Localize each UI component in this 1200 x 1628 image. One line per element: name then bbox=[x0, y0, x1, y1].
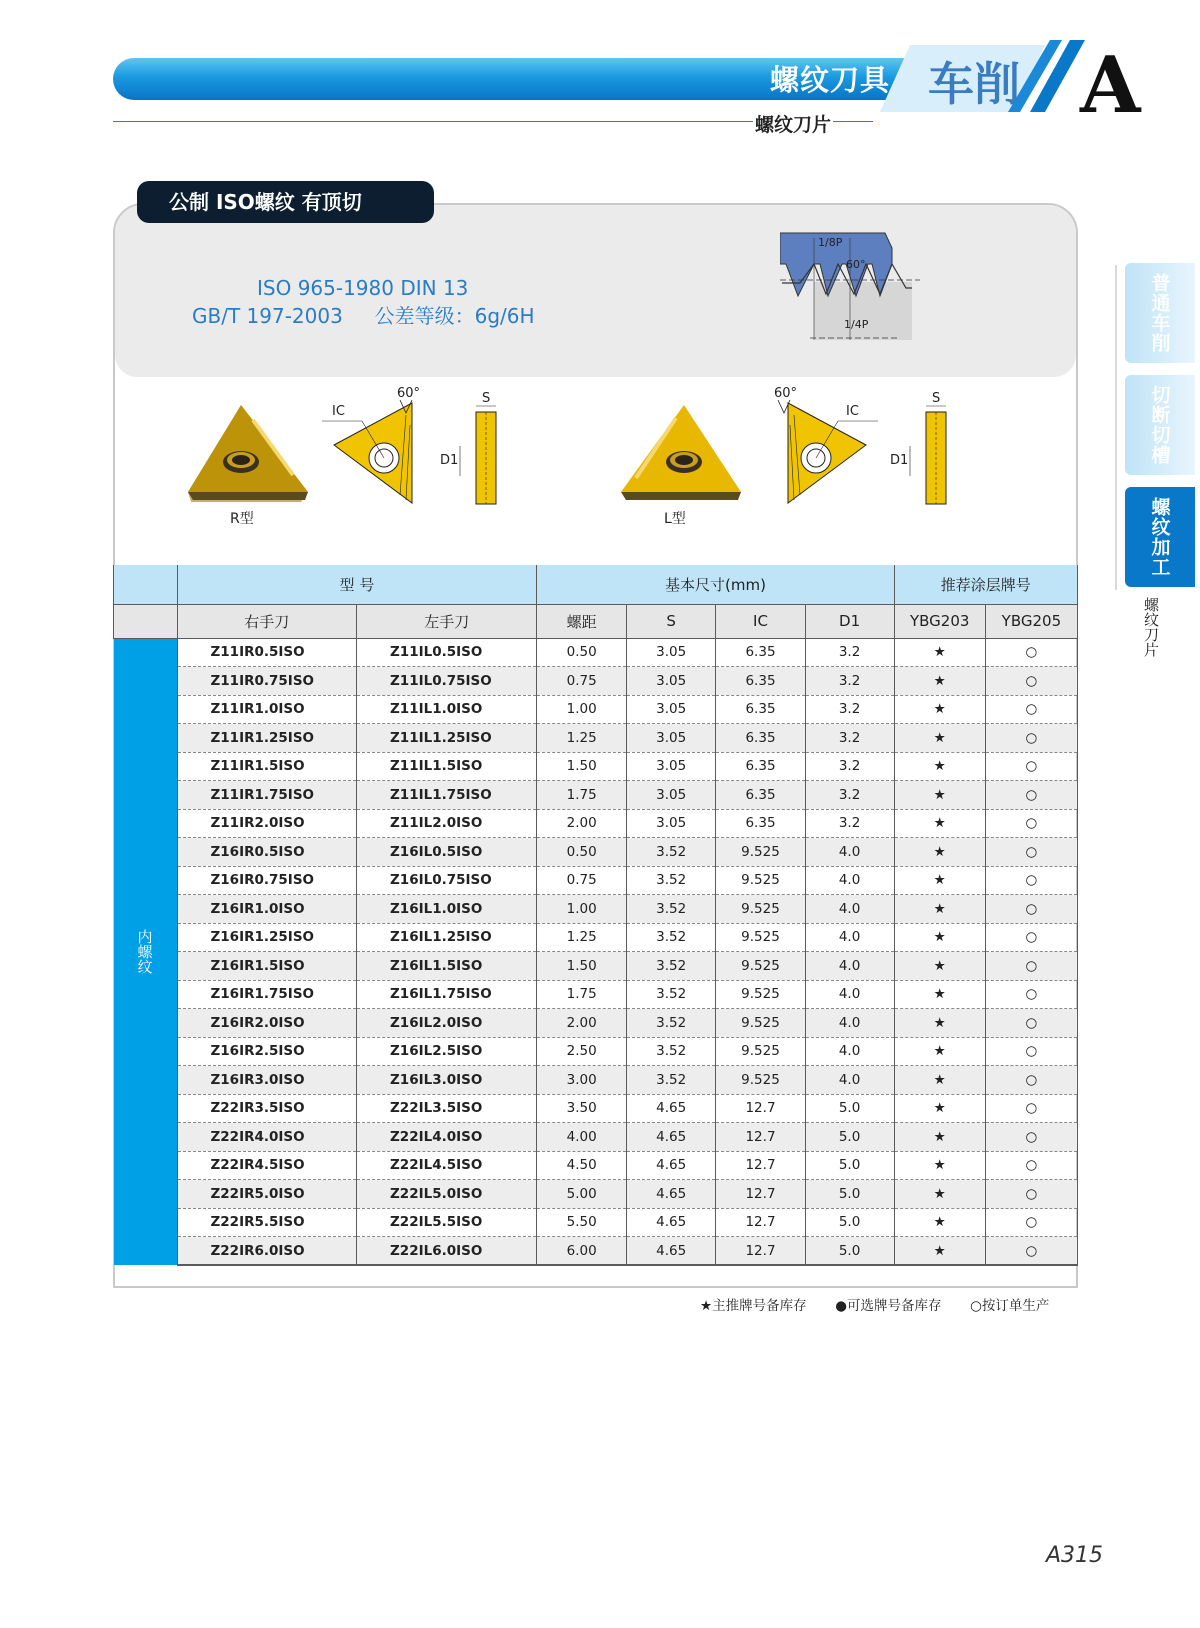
legend bbox=[700, 1294, 1049, 1314]
table-row bbox=[114, 752, 1078, 781]
s-value: 3.52 bbox=[626, 866, 716, 895]
ybg205-grade: ○ bbox=[985, 809, 1077, 838]
l-s-label: S bbox=[932, 391, 941, 406]
pitch: 3.00 bbox=[537, 1066, 627, 1095]
tab-general-turning[interactable] bbox=[1125, 263, 1195, 363]
ybg203-grade: ★ bbox=[894, 1237, 985, 1266]
r-insert-side-drawing bbox=[440, 390, 510, 515]
left-hand-code: Z11IL1.0ISO bbox=[357, 695, 537, 724]
header-category: 螺纹刀具 bbox=[769, 63, 890, 97]
s-value: 3.52 bbox=[626, 952, 716, 981]
ybg203-grade: ★ bbox=[894, 923, 985, 952]
table-row bbox=[114, 1123, 1078, 1152]
left-hand-code: Z22IL5.0ISO bbox=[357, 1180, 537, 1209]
ybg205-grade: ○ bbox=[985, 980, 1077, 1009]
ybg203-grade: ★ bbox=[894, 1151, 985, 1180]
legend-order: ○按订单生产 bbox=[970, 1298, 1050, 1314]
ybg203-grade: ★ bbox=[894, 952, 985, 981]
d1-value: 5.0 bbox=[805, 1094, 894, 1123]
d1-value: 3.2 bbox=[805, 638, 894, 667]
pitch: 1.00 bbox=[537, 695, 627, 724]
thread-label-bottom: 1/4P bbox=[844, 318, 869, 331]
table-row bbox=[114, 1066, 1078, 1095]
ybg203-grade: ★ bbox=[894, 866, 985, 895]
s-value: 3.52 bbox=[626, 895, 716, 924]
left-hand-code: Z16IL1.25ISO bbox=[357, 923, 537, 952]
left-hand-code: Z16IL2.5ISO bbox=[357, 1037, 537, 1066]
l-insert-drawing bbox=[768, 385, 878, 515]
ic-value: 12.7 bbox=[716, 1151, 805, 1180]
header-underline-right bbox=[833, 121, 873, 122]
spec-table bbox=[113, 565, 1078, 1266]
s-value: 3.05 bbox=[626, 781, 716, 810]
ybg203-grade: ★ bbox=[894, 667, 985, 696]
chapter-title: 车削 bbox=[928, 57, 1020, 111]
right-hand-code: Z11IR0.5ISO bbox=[177, 638, 357, 667]
pitch: 1.75 bbox=[537, 781, 627, 810]
ybg203-grade: ★ bbox=[894, 1009, 985, 1038]
d1-value: 3.2 bbox=[805, 752, 894, 781]
left-hand-code: Z11IL0.5ISO bbox=[357, 638, 537, 667]
pitch: 2.50 bbox=[537, 1037, 627, 1066]
ic-value: 6.35 bbox=[716, 781, 805, 810]
ybg205-grade: ○ bbox=[985, 1151, 1077, 1180]
ybg205-grade: ○ bbox=[985, 1180, 1077, 1209]
d1-value: 5.0 bbox=[805, 1123, 894, 1152]
right-hand-code: Z16IR1.0ISO bbox=[177, 895, 357, 924]
ybg203-grade: ★ bbox=[894, 809, 985, 838]
standard-line-2: GB/T 197-2003 公差等级：6g/6H bbox=[192, 304, 535, 328]
pitch: 5.50 bbox=[537, 1208, 627, 1237]
right-hand-code: Z22IR5.5ISO bbox=[177, 1208, 357, 1237]
header-corner-2 bbox=[114, 604, 178, 638]
d1-value: 5.0 bbox=[805, 1237, 894, 1266]
table-row bbox=[114, 1037, 1078, 1066]
pitch: 0.75 bbox=[537, 866, 627, 895]
ybg203-grade: ★ bbox=[894, 1066, 985, 1095]
ybg203-grade: ★ bbox=[894, 724, 985, 753]
table-row bbox=[114, 1180, 1078, 1209]
standard-line-1: ISO 965-1980 DIN 13 bbox=[257, 276, 469, 300]
pitch: 4.00 bbox=[537, 1123, 627, 1152]
table-row bbox=[114, 781, 1078, 810]
s-value: 3.05 bbox=[626, 752, 716, 781]
left-hand-code: Z22IL4.0ISO bbox=[357, 1123, 537, 1152]
pitch: 0.50 bbox=[537, 638, 627, 667]
right-hand-code: Z22IR6.0ISO bbox=[177, 1237, 357, 1266]
table-row bbox=[114, 724, 1078, 753]
d1-value: 3.2 bbox=[805, 724, 894, 753]
d1-value: 4.0 bbox=[805, 1037, 894, 1066]
ic-value: 6.35 bbox=[716, 695, 805, 724]
col-header-d1: D1 bbox=[805, 604, 894, 638]
ic-value: 12.7 bbox=[716, 1208, 805, 1237]
left-hand-code: Z16IL0.75ISO bbox=[357, 866, 537, 895]
pitch: 0.50 bbox=[537, 838, 627, 867]
d1-value: 4.0 bbox=[805, 923, 894, 952]
left-hand-code: Z11IL0.75ISO bbox=[357, 667, 537, 696]
d1-value: 3.2 bbox=[805, 667, 894, 696]
col-header-ic: IC bbox=[716, 604, 805, 638]
d1-value: 3.2 bbox=[805, 781, 894, 810]
ybg205-grade: ○ bbox=[985, 1037, 1077, 1066]
ic-value: 6.35 bbox=[716, 638, 805, 667]
ic-value: 12.7 bbox=[716, 1123, 805, 1152]
col-header-ybg205: YBG205 bbox=[985, 604, 1077, 638]
ic-value: 9.525 bbox=[716, 866, 805, 895]
tab-label: 切断切槽 bbox=[1148, 385, 1171, 465]
tab-label: 普通车削 bbox=[1148, 273, 1171, 353]
table-row bbox=[114, 895, 1078, 924]
r-ic-label: IC bbox=[332, 404, 345, 419]
ybg205-grade: ○ bbox=[985, 1094, 1077, 1123]
group-header-dimensions: 基本尺寸(mm) bbox=[537, 565, 894, 604]
right-hand-code: Z22IR5.0ISO bbox=[177, 1180, 357, 1209]
ic-value: 12.7 bbox=[716, 1094, 805, 1123]
left-hand-code: Z22IL6.0ISO bbox=[357, 1237, 537, 1266]
ic-value: 9.525 bbox=[716, 980, 805, 1009]
ybg203-grade: ★ bbox=[894, 1208, 985, 1237]
r-insert-drawing bbox=[322, 385, 432, 515]
r-insert-photo bbox=[183, 400, 313, 515]
table-row bbox=[114, 866, 1078, 895]
table-row bbox=[114, 1009, 1078, 1038]
ybg203-grade: ★ bbox=[894, 1123, 985, 1152]
chapter-letter: A bbox=[1080, 40, 1141, 131]
left-hand-code: Z11IL2.0ISO bbox=[357, 809, 537, 838]
ybg205-grade: ○ bbox=[985, 1123, 1077, 1152]
left-hand-code: Z11IL1.75ISO bbox=[357, 781, 537, 810]
row-group-label: 内螺纹 bbox=[114, 638, 178, 1265]
tab-grooving[interactable] bbox=[1125, 375, 1195, 475]
ybg203-grade: ★ bbox=[894, 895, 985, 924]
ybg205-grade: ○ bbox=[985, 866, 1077, 895]
ic-value: 9.525 bbox=[716, 1009, 805, 1038]
ybg203-grade: ★ bbox=[894, 695, 985, 724]
right-hand-code: Z16IR0.5ISO bbox=[177, 838, 357, 867]
right-hand-code: Z22IR3.5ISO bbox=[177, 1094, 357, 1123]
ic-value: 6.35 bbox=[716, 809, 805, 838]
d1-value: 3.2 bbox=[805, 809, 894, 838]
ic-value: 12.7 bbox=[716, 1237, 805, 1266]
d1-value: 5.0 bbox=[805, 1180, 894, 1209]
tab-threading[interactable] bbox=[1125, 487, 1195, 587]
d1-value: 3.2 bbox=[805, 695, 894, 724]
ybg205-grade: ○ bbox=[985, 1208, 1077, 1237]
l-insert-label: L型 bbox=[664, 511, 686, 527]
l-ic-label: IC bbox=[846, 404, 859, 419]
section-title: 公制 ISO螺纹 有顶切 bbox=[137, 181, 434, 223]
ybg205-grade: ○ bbox=[985, 1009, 1077, 1038]
d1-value: 4.0 bbox=[805, 838, 894, 867]
ybg203-grade: ★ bbox=[894, 1180, 985, 1209]
ic-value: 9.525 bbox=[716, 952, 805, 981]
right-hand-code: Z16IR1.75ISO bbox=[177, 980, 357, 1009]
d1-value: 4.0 bbox=[805, 952, 894, 981]
d1-value: 5.0 bbox=[805, 1151, 894, 1180]
ybg205-grade: ○ bbox=[985, 724, 1077, 753]
ic-value: 6.35 bbox=[716, 752, 805, 781]
r-insert-label: R型 bbox=[230, 511, 254, 527]
left-hand-code: Z22IL4.5ISO bbox=[357, 1151, 537, 1180]
col-header-pitch: 螺距 bbox=[537, 604, 627, 638]
d1-value: 4.0 bbox=[805, 1066, 894, 1095]
pitch: 1.75 bbox=[537, 980, 627, 1009]
left-hand-code: Z11IL1.25ISO bbox=[357, 724, 537, 753]
d1-value: 5.0 bbox=[805, 1208, 894, 1237]
table-row bbox=[114, 1151, 1078, 1180]
ic-value: 6.35 bbox=[716, 667, 805, 696]
s-value: 3.52 bbox=[626, 1066, 716, 1095]
page-number: A315 bbox=[1046, 1543, 1104, 1568]
header-subcategory: 螺纹刀片 bbox=[755, 114, 832, 136]
right-hand-code: Z11IR1.75ISO bbox=[177, 781, 357, 810]
s-value: 4.65 bbox=[626, 1237, 716, 1266]
right-hand-code: Z16IR1.5ISO bbox=[177, 952, 357, 981]
pitch: 2.00 bbox=[537, 809, 627, 838]
pitch: 1.25 bbox=[537, 923, 627, 952]
ic-value: 6.35 bbox=[716, 724, 805, 753]
right-hand-code: Z16IR2.0ISO bbox=[177, 1009, 357, 1038]
right-hand-code: Z22IR4.5ISO bbox=[177, 1151, 357, 1180]
s-value: 3.52 bbox=[626, 838, 716, 867]
table-row bbox=[114, 1208, 1078, 1237]
ic-value: 12.7 bbox=[716, 1180, 805, 1209]
r-d1-label: D1 bbox=[440, 453, 459, 468]
ybg203-grade: ★ bbox=[894, 752, 985, 781]
s-value: 3.05 bbox=[626, 809, 716, 838]
ic-value: 9.525 bbox=[716, 895, 805, 924]
right-hand-code: Z11IR1.25ISO bbox=[177, 724, 357, 753]
ic-value: 9.525 bbox=[716, 1037, 805, 1066]
s-value: 3.05 bbox=[626, 667, 716, 696]
ic-value: 9.525 bbox=[716, 838, 805, 867]
l-d1-label: D1 bbox=[890, 453, 909, 468]
pitch: 4.50 bbox=[537, 1151, 627, 1180]
left-hand-code: Z16IL2.0ISO bbox=[357, 1009, 537, 1038]
right-hand-code: Z16IR3.0ISO bbox=[177, 1066, 357, 1095]
legend-optional: ●可选牌号备库存 bbox=[835, 1298, 942, 1314]
ybg203-grade: ★ bbox=[894, 1094, 985, 1123]
right-hand-code: Z11IR2.0ISO bbox=[177, 809, 357, 838]
right-hand-code: Z16IR1.25ISO bbox=[177, 923, 357, 952]
left-hand-code: Z16IL0.5ISO bbox=[357, 838, 537, 867]
tab-label: 螺纹加工 bbox=[1148, 497, 1171, 577]
pitch: 1.25 bbox=[537, 724, 627, 753]
d1-value: 4.0 bbox=[805, 980, 894, 1009]
ybg203-grade: ★ bbox=[894, 1037, 985, 1066]
s-value: 3.52 bbox=[626, 1037, 716, 1066]
ybg203-grade: ★ bbox=[894, 980, 985, 1009]
left-hand-code: Z16IL1.75ISO bbox=[357, 980, 537, 1009]
right-hand-code: Z11IR0.75ISO bbox=[177, 667, 357, 696]
col-header-s: S bbox=[626, 604, 716, 638]
ybg205-grade: ○ bbox=[985, 667, 1077, 696]
table-row bbox=[114, 980, 1078, 1009]
pitch: 2.00 bbox=[537, 1009, 627, 1038]
legend-main: ★主推牌号备库存 bbox=[700, 1298, 807, 1314]
header-corner bbox=[114, 565, 178, 604]
s-value: 4.65 bbox=[626, 1094, 716, 1123]
ybg205-grade: ○ bbox=[985, 781, 1077, 810]
table-row bbox=[114, 638, 1078, 667]
right-hand-code: Z22IR4.0ISO bbox=[177, 1123, 357, 1152]
side-tab-rail bbox=[1115, 265, 1117, 590]
s-value: 3.05 bbox=[626, 695, 716, 724]
table-row bbox=[114, 838, 1078, 867]
s-value: 3.52 bbox=[626, 980, 716, 1009]
s-value: 4.65 bbox=[626, 1123, 716, 1152]
s-value: 3.05 bbox=[626, 724, 716, 753]
r-s-label: S bbox=[482, 391, 491, 406]
table-row bbox=[114, 695, 1078, 724]
ic-value: 9.525 bbox=[716, 923, 805, 952]
l-angle-label: 60° bbox=[774, 386, 798, 401]
s-value: 3.05 bbox=[626, 638, 716, 667]
table-row bbox=[114, 952, 1078, 981]
left-hand-code: Z22IL3.5ISO bbox=[357, 1094, 537, 1123]
ybg205-grade: ○ bbox=[985, 923, 1077, 952]
d1-value: 4.0 bbox=[805, 866, 894, 895]
table-row bbox=[114, 1094, 1078, 1123]
ic-value: 9.525 bbox=[716, 1066, 805, 1095]
s-value: 4.65 bbox=[626, 1151, 716, 1180]
thread-profile-diagram bbox=[780, 228, 920, 348]
ybg203-grade: ★ bbox=[894, 638, 985, 667]
pitch: 3.50 bbox=[537, 1094, 627, 1123]
ybg205-grade: ○ bbox=[985, 752, 1077, 781]
s-value: 3.52 bbox=[626, 1009, 716, 1038]
col-header-left-hand: 左手刀 bbox=[357, 604, 537, 638]
group-header-coating: 推荐涂层牌号 bbox=[894, 565, 1077, 604]
right-hand-code: Z11IR1.0ISO bbox=[177, 695, 357, 724]
col-header-ybg203: YBG203 bbox=[894, 604, 985, 638]
table-row bbox=[114, 667, 1078, 696]
l-insert-photo bbox=[616, 400, 746, 515]
ybg205-grade: ○ bbox=[985, 952, 1077, 981]
ybg205-grade: ○ bbox=[985, 1066, 1077, 1095]
col-header-right-hand: 右手刀 bbox=[177, 604, 357, 638]
pitch: 1.50 bbox=[537, 752, 627, 781]
r-angle-label: 60° bbox=[397, 386, 421, 401]
left-hand-code: Z16IL1.5ISO bbox=[357, 952, 537, 981]
pitch: 0.75 bbox=[537, 667, 627, 696]
group-header-model: 型 号 bbox=[177, 565, 537, 604]
left-hand-code: Z22IL5.5ISO bbox=[357, 1208, 537, 1237]
d1-value: 4.0 bbox=[805, 895, 894, 924]
right-hand-code: Z16IR2.5ISO bbox=[177, 1037, 357, 1066]
table-row bbox=[114, 809, 1078, 838]
s-value: 3.52 bbox=[626, 923, 716, 952]
thread-label-top: 1/8P bbox=[818, 236, 843, 249]
right-hand-code: Z11IR1.5ISO bbox=[177, 752, 357, 781]
pitch: 1.00 bbox=[537, 895, 627, 924]
s-value: 4.65 bbox=[626, 1180, 716, 1209]
side-caption: 螺纹刀片 bbox=[1142, 597, 1160, 657]
ybg205-grade: ○ bbox=[985, 695, 1077, 724]
left-hand-code: Z11IL1.5ISO bbox=[357, 752, 537, 781]
left-hand-code: Z16IL3.0ISO bbox=[357, 1066, 537, 1095]
ybg203-grade: ★ bbox=[894, 781, 985, 810]
left-hand-code: Z16IL1.0ISO bbox=[357, 895, 537, 924]
thread-label-angle: 60° bbox=[846, 258, 866, 271]
pitch: 6.00 bbox=[537, 1237, 627, 1266]
ybg203-grade: ★ bbox=[894, 838, 985, 867]
header-underline bbox=[113, 121, 753, 122]
pitch: 1.50 bbox=[537, 952, 627, 981]
ybg205-grade: ○ bbox=[985, 895, 1077, 924]
s-value: 4.65 bbox=[626, 1208, 716, 1237]
l-insert-side-drawing bbox=[890, 390, 960, 515]
table-row bbox=[114, 1237, 1078, 1266]
table-row bbox=[114, 923, 1078, 952]
ybg205-grade: ○ bbox=[985, 838, 1077, 867]
ybg205-grade: ○ bbox=[985, 638, 1077, 667]
right-hand-code: Z16IR0.75ISO bbox=[177, 866, 357, 895]
pitch: 5.00 bbox=[537, 1180, 627, 1209]
ybg205-grade: ○ bbox=[985, 1237, 1077, 1266]
d1-value: 4.0 bbox=[805, 1009, 894, 1038]
